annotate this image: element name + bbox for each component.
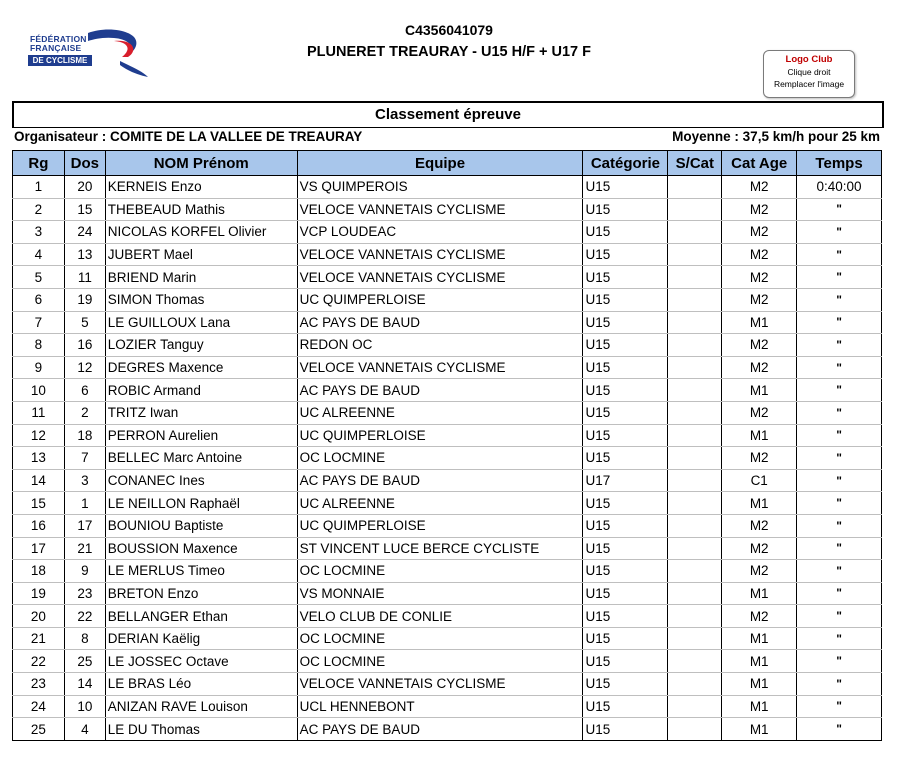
cell-rank: 22 bbox=[13, 650, 65, 673]
table-row bbox=[13, 560, 882, 583]
cell-name: LE GUILLOUX Lana bbox=[105, 311, 297, 334]
cell-age-category: M2 bbox=[722, 401, 797, 424]
cell-category: U15 bbox=[583, 243, 668, 266]
cell-age-category: M1 bbox=[722, 379, 797, 402]
column-header-dos: Dos bbox=[64, 151, 105, 176]
table-row bbox=[13, 221, 882, 244]
cell-bib: 12 bbox=[64, 356, 105, 379]
cell-name: BELLANGER Ethan bbox=[105, 605, 297, 628]
cell-team: REDON OC bbox=[297, 334, 583, 357]
cell-time: " bbox=[797, 650, 882, 673]
column-header-team: Equipe bbox=[297, 151, 583, 176]
cell-name: DERIAN Kaëlig bbox=[105, 627, 297, 650]
cell-bib: 22 bbox=[64, 605, 105, 628]
cell-subcategory bbox=[668, 514, 722, 537]
cell-subcategory bbox=[668, 334, 722, 357]
cell-category: U15 bbox=[583, 221, 668, 244]
cell-time: " bbox=[797, 447, 882, 470]
table-header-row bbox=[13, 151, 882, 176]
cell-rank: 5 bbox=[13, 266, 65, 289]
cell-subcategory bbox=[668, 695, 722, 718]
cell-team: AC PAYS DE BAUD bbox=[297, 311, 583, 334]
cell-team: OC LOCMINE bbox=[297, 447, 583, 470]
federation-logo-line1: FÉDÉRATION bbox=[30, 34, 87, 44]
column-header-subcategory: S/Cat bbox=[668, 151, 722, 176]
cell-rank: 9 bbox=[13, 356, 65, 379]
cell-team: VELO CLUB DE CONLIE bbox=[297, 605, 583, 628]
organizer-label: Organisateur : COMITE DE LA VALLEE DE TREAURAY bbox=[14, 129, 363, 144]
cell-age-category: M1 bbox=[722, 718, 797, 741]
cell-category: U15 bbox=[583, 176, 668, 199]
cell-age-category: M1 bbox=[722, 650, 797, 673]
cell-subcategory bbox=[668, 582, 722, 605]
cell-rank: 6 bbox=[13, 288, 65, 311]
cell-name: BRIEND Marin bbox=[105, 266, 297, 289]
cell-name: TRITZ Iwan bbox=[105, 401, 297, 424]
cell-subcategory bbox=[668, 288, 722, 311]
table-row bbox=[13, 582, 882, 605]
cell-category: U15 bbox=[583, 288, 668, 311]
table-row bbox=[13, 695, 882, 718]
cell-rank: 4 bbox=[13, 243, 65, 266]
cell-subcategory bbox=[668, 447, 722, 470]
cell-time: " bbox=[797, 582, 882, 605]
column-header-category: Catégorie bbox=[583, 151, 668, 176]
cell-age-category: M2 bbox=[722, 221, 797, 244]
cell-bib: 18 bbox=[64, 424, 105, 447]
table-row bbox=[13, 334, 882, 357]
table-row bbox=[13, 514, 882, 537]
table-row bbox=[13, 447, 882, 470]
cell-name: BELLEC Marc Antoine bbox=[105, 447, 297, 470]
cell-subcategory bbox=[668, 424, 722, 447]
cell-age-category: M2 bbox=[722, 266, 797, 289]
cell-team: VELOCE VANNETAIS CYCLISME bbox=[297, 243, 583, 266]
cell-rank: 20 bbox=[13, 605, 65, 628]
cell-time: " bbox=[797, 718, 882, 741]
cell-name: ANIZAN RAVE Louison bbox=[105, 695, 297, 718]
cell-rank: 23 bbox=[13, 673, 65, 696]
cell-age-category: M1 bbox=[722, 424, 797, 447]
table-row bbox=[13, 176, 882, 199]
cell-team: VELOCE VANNETAIS CYCLISME bbox=[297, 356, 583, 379]
cell-age-category: M2 bbox=[722, 198, 797, 221]
cell-category: U15 bbox=[583, 537, 668, 560]
cell-rank: 11 bbox=[13, 401, 65, 424]
cell-team: AC PAYS DE BAUD bbox=[297, 379, 583, 402]
cell-bib: 24 bbox=[64, 221, 105, 244]
cell-name: BRETON Enzo bbox=[105, 582, 297, 605]
cell-name: NICOLAS KORFEL Olivier bbox=[105, 221, 297, 244]
cell-rank: 24 bbox=[13, 695, 65, 718]
cell-time: " bbox=[797, 627, 882, 650]
cell-bib: 9 bbox=[64, 560, 105, 583]
cell-team: OC LOCMINE bbox=[297, 650, 583, 673]
cell-name: DEGRES Maxence bbox=[105, 356, 297, 379]
cell-bib: 21 bbox=[64, 537, 105, 560]
cell-time: " bbox=[797, 334, 882, 357]
cell-time: " bbox=[797, 514, 882, 537]
cell-bib: 4 bbox=[64, 718, 105, 741]
cell-bib: 17 bbox=[64, 514, 105, 537]
cell-bib: 13 bbox=[64, 243, 105, 266]
results-table bbox=[12, 150, 882, 741]
race-title: PLUNERET TREAURAY - U15 H/F + U17 F bbox=[306, 44, 592, 60]
cell-bib: 5 bbox=[64, 311, 105, 334]
club-logo-hint2: Remplacer l'image bbox=[773, 79, 845, 89]
cell-subcategory bbox=[668, 627, 722, 650]
column-header-time: Temps bbox=[797, 151, 882, 176]
cell-rank: 18 bbox=[13, 560, 65, 583]
cell-category: U15 bbox=[583, 447, 668, 470]
cell-subcategory bbox=[668, 243, 722, 266]
cell-time: " bbox=[797, 243, 882, 266]
cell-bib: 25 bbox=[64, 650, 105, 673]
cell-age-category: M1 bbox=[722, 311, 797, 334]
cell-name: ROBIC Armand bbox=[105, 379, 297, 402]
column-header-age-category: Cat Age bbox=[722, 151, 797, 176]
table-row bbox=[13, 627, 882, 650]
federation-logo-line2: FRANÇAISE bbox=[30, 42, 82, 53]
cell-name: BOUSSION Maxence bbox=[105, 537, 297, 560]
cell-name: BOUNIOU Baptiste bbox=[105, 514, 297, 537]
cell-category: U15 bbox=[583, 424, 668, 447]
cell-name: LE DU Thomas bbox=[105, 718, 297, 741]
column-header-rg: Rg bbox=[13, 151, 65, 176]
cell-rank: 7 bbox=[13, 311, 65, 334]
cell-team: AC PAYS DE BAUD bbox=[297, 469, 583, 492]
cell-team: OC LOCMINE bbox=[297, 560, 583, 583]
cell-bib: 14 bbox=[64, 673, 105, 696]
cell-time: " bbox=[797, 424, 882, 447]
cell-age-category: M1 bbox=[722, 695, 797, 718]
cell-name: LE BRAS Léo bbox=[105, 673, 297, 696]
cell-time: " bbox=[797, 379, 882, 402]
cell-category: U15 bbox=[583, 379, 668, 402]
cell-age-category: M2 bbox=[722, 243, 797, 266]
cell-team: VELOCE VANNETAIS CYCLISME bbox=[297, 266, 583, 289]
cell-age-category: M1 bbox=[722, 492, 797, 515]
cell-category: U15 bbox=[583, 514, 668, 537]
cell-name: KERNEIS Enzo bbox=[105, 176, 297, 199]
cell-name: CONANEC Ines bbox=[105, 469, 297, 492]
cell-time: " bbox=[797, 469, 882, 492]
cell-time: " bbox=[797, 401, 882, 424]
cell-time: " bbox=[797, 356, 882, 379]
cell-rank: 8 bbox=[13, 334, 65, 357]
cell-rank: 15 bbox=[13, 492, 65, 515]
cell-bib: 23 bbox=[64, 582, 105, 605]
club-logo-title: Logo Club bbox=[785, 54, 833, 65]
cell-age-category: M2 bbox=[722, 537, 797, 560]
cell-subcategory bbox=[668, 537, 722, 560]
cell-rank: 3 bbox=[13, 221, 65, 244]
cell-time: " bbox=[797, 695, 882, 718]
table-row bbox=[13, 356, 882, 379]
cell-team: UC ALREENNE bbox=[297, 401, 583, 424]
table-row bbox=[13, 266, 882, 289]
cell-category: U15 bbox=[583, 198, 668, 221]
cell-subcategory bbox=[668, 673, 722, 696]
table-row bbox=[13, 424, 882, 447]
table-row bbox=[13, 401, 882, 424]
cell-name: THEBEAUD Mathis bbox=[105, 198, 297, 221]
cell-subcategory bbox=[668, 198, 722, 221]
table-row bbox=[13, 537, 882, 560]
table-row bbox=[13, 605, 882, 628]
cell-age-category: M2 bbox=[722, 334, 797, 357]
cell-time: " bbox=[797, 221, 882, 244]
cell-bib: 19 bbox=[64, 288, 105, 311]
cell-age-category: M1 bbox=[722, 627, 797, 650]
cell-rank: 13 bbox=[13, 447, 65, 470]
cell-category: U15 bbox=[583, 560, 668, 583]
cell-bib: 20 bbox=[64, 176, 105, 199]
cell-bib: 1 bbox=[64, 492, 105, 515]
table-row bbox=[13, 288, 882, 311]
cell-age-category: M2 bbox=[722, 560, 797, 583]
section-title: Classement épreuve bbox=[12, 101, 884, 128]
cell-rank: 25 bbox=[13, 718, 65, 741]
cell-team: VELOCE VANNETAIS CYCLISME bbox=[297, 673, 583, 696]
cell-bib: 11 bbox=[64, 266, 105, 289]
cell-rank: 17 bbox=[13, 537, 65, 560]
cell-age-category: M2 bbox=[722, 447, 797, 470]
cell-rank: 19 bbox=[13, 582, 65, 605]
table-row bbox=[13, 469, 882, 492]
cell-category: U15 bbox=[583, 266, 668, 289]
cell-subcategory bbox=[668, 560, 722, 583]
cell-bib: 15 bbox=[64, 198, 105, 221]
cell-team: OC LOCMINE bbox=[297, 627, 583, 650]
table-row bbox=[13, 650, 882, 673]
table-row bbox=[13, 311, 882, 334]
cell-subcategory bbox=[668, 718, 722, 741]
cell-age-category: M2 bbox=[722, 605, 797, 628]
cell-age-category: M1 bbox=[722, 673, 797, 696]
cell-subcategory bbox=[668, 221, 722, 244]
cell-rank: 1 bbox=[13, 176, 65, 199]
cell-category: U15 bbox=[583, 627, 668, 650]
cell-subcategory bbox=[668, 266, 722, 289]
cell-age-category: C1 bbox=[722, 469, 797, 492]
cell-team: VS MONNAIE bbox=[297, 582, 583, 605]
cell-category: U15 bbox=[583, 356, 668, 379]
cell-name: LE MERLUS Timeo bbox=[105, 560, 297, 583]
table-row bbox=[13, 243, 882, 266]
cell-subcategory bbox=[668, 401, 722, 424]
cell-bib: 10 bbox=[64, 695, 105, 718]
cell-name: LOZIER Tanguy bbox=[105, 334, 297, 357]
table-row bbox=[13, 379, 882, 402]
table-row bbox=[13, 718, 882, 741]
cell-time: " bbox=[797, 537, 882, 560]
cell-category: U15 bbox=[583, 673, 668, 696]
cell-category: U17 bbox=[583, 469, 668, 492]
cell-name: LE JOSSEC Octave bbox=[105, 650, 297, 673]
club-logo-placeholder[interactable] bbox=[763, 50, 855, 98]
cell-category: U15 bbox=[583, 492, 668, 515]
cell-time: " bbox=[797, 198, 882, 221]
cell-name: LE NEILLON Raphaël bbox=[105, 492, 297, 515]
table-row bbox=[13, 198, 882, 221]
cell-category: U15 bbox=[583, 605, 668, 628]
cell-subcategory bbox=[668, 492, 722, 515]
cell-age-category: M2 bbox=[722, 176, 797, 199]
cell-subcategory bbox=[668, 469, 722, 492]
cell-bib: 16 bbox=[64, 334, 105, 357]
cell-time: " bbox=[797, 266, 882, 289]
cell-team: UC QUIMPERLOISE bbox=[297, 424, 583, 447]
cell-team: AC PAYS DE BAUD bbox=[297, 718, 583, 741]
cell-subcategory bbox=[668, 605, 722, 628]
cell-rank: 16 bbox=[13, 514, 65, 537]
table-row bbox=[13, 673, 882, 696]
cell-bib: 7 bbox=[64, 447, 105, 470]
cell-bib: 6 bbox=[64, 379, 105, 402]
cell-time: " bbox=[797, 673, 882, 696]
cell-age-category: M2 bbox=[722, 288, 797, 311]
cell-team: UCL HENNEBONT bbox=[297, 695, 583, 718]
cell-team: UC QUIMPERLOISE bbox=[297, 288, 583, 311]
cell-rank: 2 bbox=[13, 198, 65, 221]
cell-bib: 3 bbox=[64, 469, 105, 492]
cell-time: " bbox=[797, 311, 882, 334]
cell-age-category: M1 bbox=[722, 582, 797, 605]
cell-rank: 14 bbox=[13, 469, 65, 492]
cell-category: U15 bbox=[583, 334, 668, 357]
cell-name: PERRON Aurelien bbox=[105, 424, 297, 447]
cell-category: U15 bbox=[583, 695, 668, 718]
cell-category: U15 bbox=[583, 650, 668, 673]
cell-age-category: M2 bbox=[722, 514, 797, 537]
cell-category: U15 bbox=[583, 311, 668, 334]
cell-subcategory bbox=[668, 379, 722, 402]
club-logo-hint1: Clique droit bbox=[787, 67, 831, 77]
cell-subcategory bbox=[668, 650, 722, 673]
average-label: Moyenne : 37,5 km/h pour 25 km bbox=[672, 129, 880, 144]
race-code: C4356041079 bbox=[405, 22, 493, 38]
cell-rank: 12 bbox=[13, 424, 65, 447]
column-header-name: NOM Prénom bbox=[105, 151, 297, 176]
cell-time: " bbox=[797, 560, 882, 583]
cell-age-category: M2 bbox=[722, 356, 797, 379]
cell-team: VCP LOUDEAC bbox=[297, 221, 583, 244]
cell-time: " bbox=[797, 605, 882, 628]
table-row bbox=[13, 492, 882, 515]
cell-team: UC QUIMPERLOISE bbox=[297, 514, 583, 537]
cell-time: " bbox=[797, 492, 882, 515]
cell-rank: 21 bbox=[13, 627, 65, 650]
cell-team: ST VINCENT LUCE BERCE CYCLISTE bbox=[297, 537, 583, 560]
cell-subcategory bbox=[668, 311, 722, 334]
cell-rank: 10 bbox=[13, 379, 65, 402]
cell-subcategory bbox=[668, 176, 722, 199]
cell-category: U15 bbox=[583, 401, 668, 424]
cell-category: U15 bbox=[583, 582, 668, 605]
federation-logo-band: DE CYCLISME bbox=[28, 55, 92, 66]
cell-team: VS QUIMPEROIS bbox=[297, 176, 583, 199]
cell-category: U15 bbox=[583, 718, 668, 741]
cell-name: SIMON Thomas bbox=[105, 288, 297, 311]
cell-time: 0:40:00 bbox=[797, 176, 882, 199]
cell-subcategory bbox=[668, 356, 722, 379]
cell-time: " bbox=[797, 288, 882, 311]
cell-bib: 2 bbox=[64, 401, 105, 424]
cell-name: JUBERT Mael bbox=[105, 243, 297, 266]
cell-team: UC ALREENNE bbox=[297, 492, 583, 515]
cell-bib: 8 bbox=[64, 627, 105, 650]
cell-team: VELOCE VANNETAIS CYCLISME bbox=[297, 198, 583, 221]
